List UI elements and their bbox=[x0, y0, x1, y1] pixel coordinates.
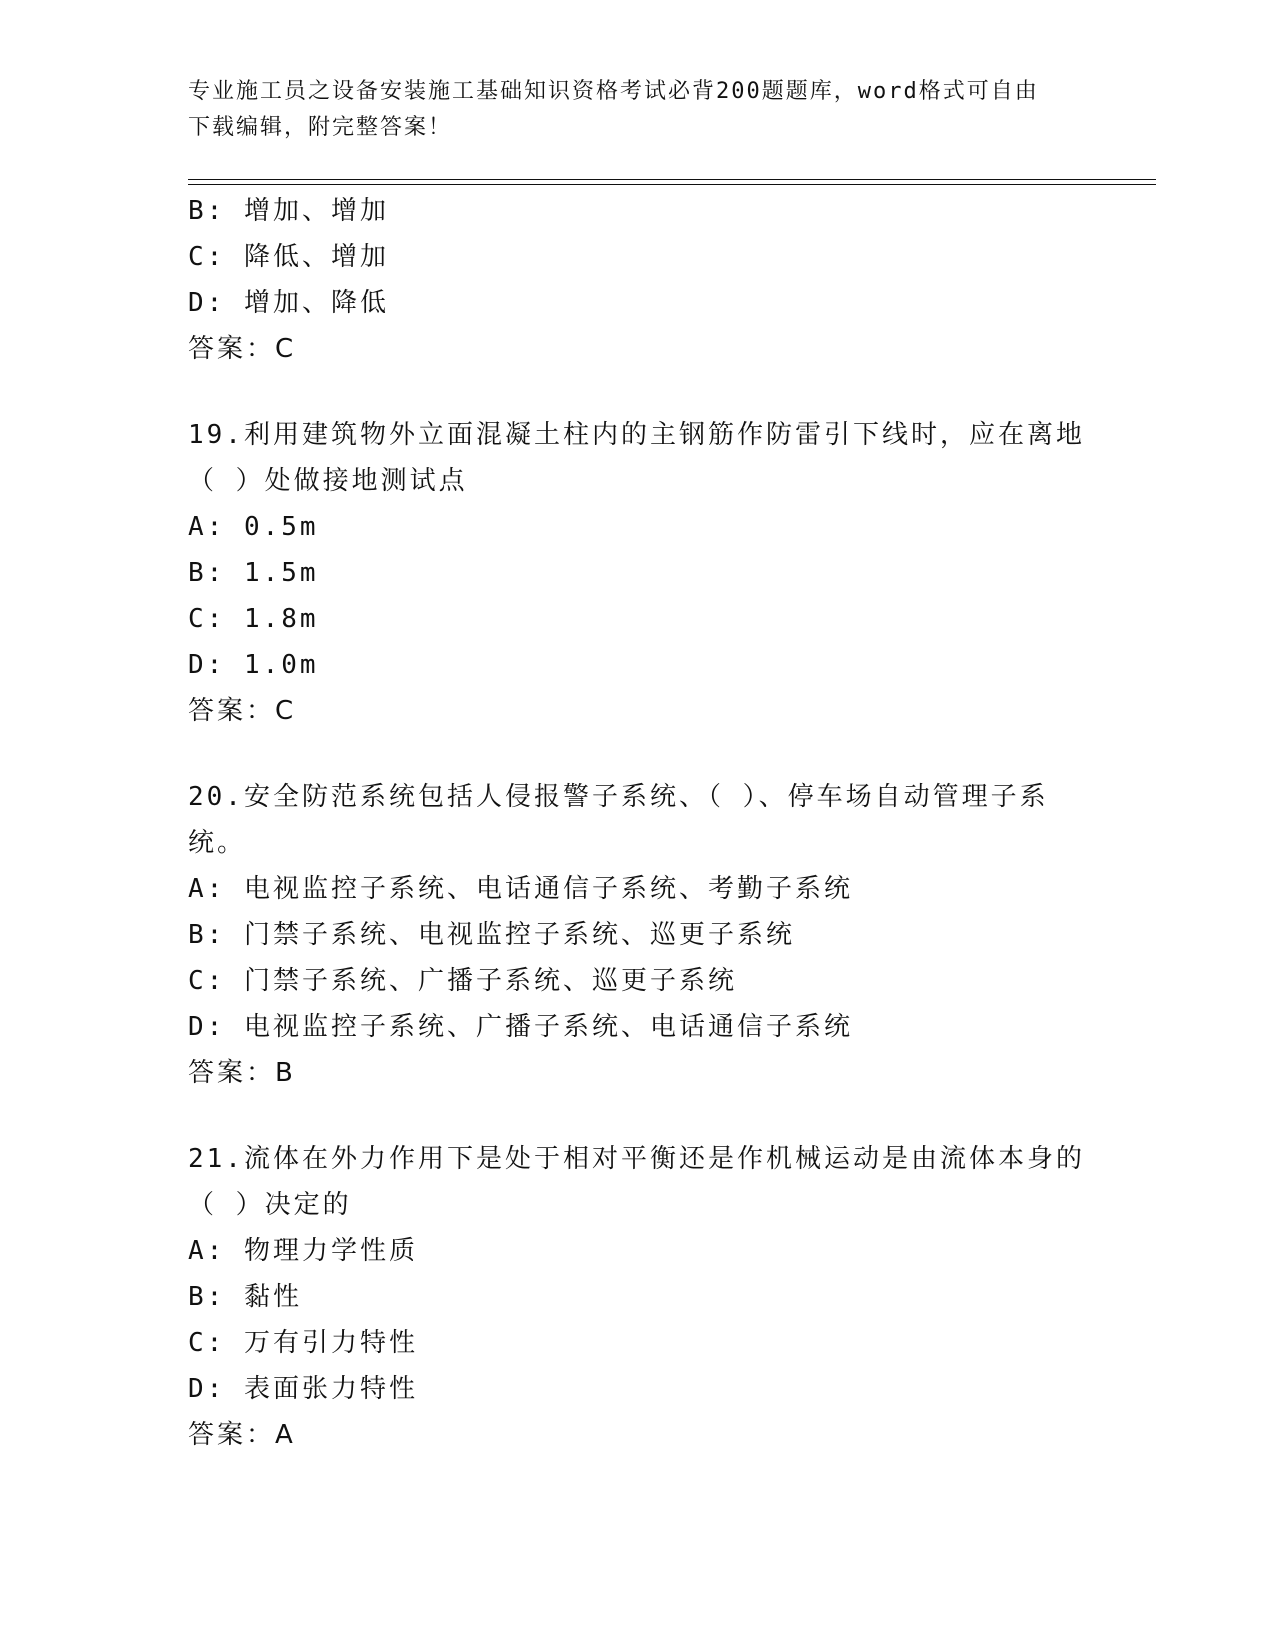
question-text: 19.利用建筑物外立面混凝土柱内的主钢筋作防雷引下线时，应在离地 bbox=[188, 420, 1085, 450]
header-divider-bottom bbox=[188, 184, 1156, 185]
option-d: D: 1.0m bbox=[188, 650, 319, 680]
option-a: A: 物理力学性质 bbox=[188, 1236, 418, 1266]
question-content bbox=[188, 188, 1088, 1458]
question-block-19 bbox=[188, 412, 1088, 734]
option-b: B: 增加、增加 bbox=[188, 196, 389, 226]
question-text: 20.安全防范系统包括人侵报警子系统、（ ）、停车场自动管理子系 bbox=[188, 782, 1049, 812]
question-block-20 bbox=[188, 774, 1088, 1096]
option-c: C: 门禁子系统、广播子系统、巡更子系统 bbox=[188, 966, 737, 996]
option-c: C: 万有引力特性 bbox=[188, 1328, 418, 1358]
question-text-continued: 统。 bbox=[188, 828, 247, 858]
answer-line: 答案：A bbox=[188, 1420, 296, 1450]
option-a: A: 0.5m bbox=[188, 512, 319, 542]
header-line-1: 专业施工员之设备安装施工基础知识资格考试必背200题题库，word格式可自由 bbox=[188, 79, 1039, 104]
option-d: D: 增加、降低 bbox=[188, 288, 389, 318]
question-text-continued: （ ）决定的 bbox=[188, 1190, 352, 1220]
option-d: D: 表面张力特性 bbox=[188, 1374, 418, 1404]
option-a: A: 电视监控子系统、电话通信子系统、考勤子系统 bbox=[188, 874, 853, 904]
option-c: C: 降低、增加 bbox=[188, 242, 389, 272]
option-d: D: 电视监控子系统、广播子系统、电话通信子系统 bbox=[188, 1012, 853, 1042]
document-header bbox=[188, 74, 1088, 146]
option-c: C: 1.8m bbox=[188, 604, 319, 634]
header-line-2: 下载编辑，附完整答案！ bbox=[188, 115, 453, 140]
question-text: 21.流体在外力作用下是处于相对平衡还是作机械运动是由流体本身的 bbox=[188, 1144, 1085, 1174]
answer-line: 答案：C bbox=[188, 696, 297, 726]
answer-line: 答案：C bbox=[188, 334, 297, 364]
header-divider-top bbox=[188, 179, 1156, 180]
option-b: B: 1.5m bbox=[188, 558, 319, 588]
question-text-continued: （ ）处做接地测试点 bbox=[188, 466, 468, 496]
prev-question-block bbox=[188, 188, 1088, 372]
question-block-21 bbox=[188, 1136, 1088, 1458]
answer-line: 答案：B bbox=[188, 1058, 296, 1088]
option-b: B: 黏性 bbox=[188, 1282, 302, 1312]
option-b: B: 门禁子系统、电视监控子系统、巡更子系统 bbox=[188, 920, 795, 950]
